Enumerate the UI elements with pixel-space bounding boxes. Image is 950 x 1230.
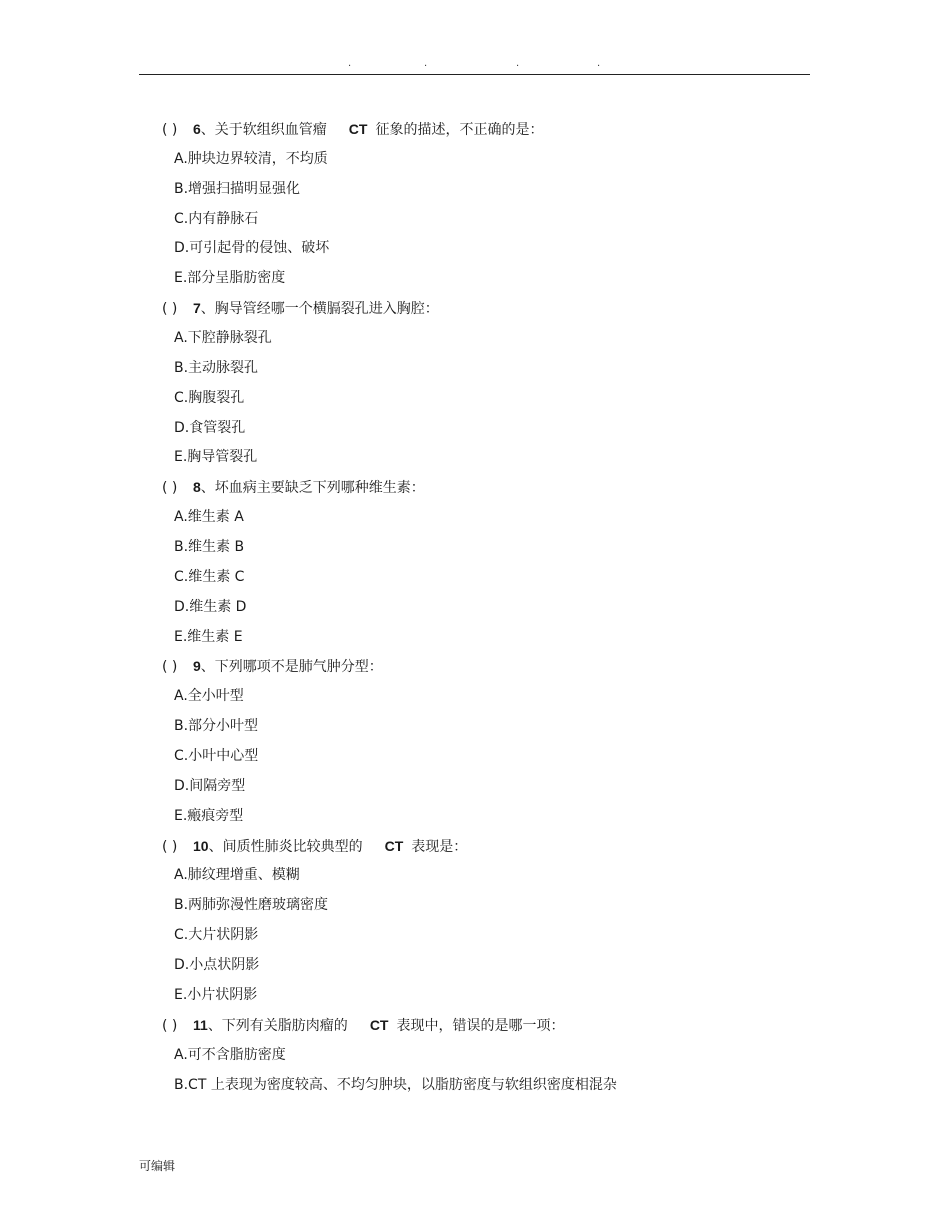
question-text-tail: 表现是：: [411, 838, 468, 855]
question-number: 8: [193, 479, 201, 496]
answer-blank[interactable]: ( ): [162, 122, 178, 138]
question-stem: [0, 652, 950, 682]
option-b[interactable]: B.主动脉裂孔: [174, 359, 259, 376]
option-c[interactable]: C.胸腹裂孔: [174, 389, 245, 406]
footer-editable-note: 可编辑: [139, 1159, 176, 1173]
option-c[interactable]: C.内有静脉石: [174, 210, 259, 227]
answer-blank[interactable]: ( ): [162, 480, 178, 497]
option-d[interactable]: D.间隔旁型: [174, 777, 246, 794]
option-d[interactable]: D.食管裂孔: [174, 419, 246, 436]
question-number: 11: [193, 1016, 208, 1033]
answer-blank[interactable]: ( ): [162, 659, 178, 676]
option-b[interactable]: B.维生素 B: [174, 539, 245, 556]
option-a[interactable]: A.肿块边界较清，不均质: [174, 150, 328, 167]
question-text-tail: 表现中，错误的是哪一项：: [396, 1017, 565, 1034]
question-text: 、关于软组织血管瘤: [200, 122, 327, 138]
question-text: 、间质性肺炎比较典型的: [208, 838, 363, 855]
answer-blank[interactable]: ( ): [162, 301, 178, 318]
option-e[interactable]: E.维生素 E: [174, 628, 243, 645]
option-b[interactable]: B.增强扫描明显强化: [174, 180, 301, 197]
option-c[interactable]: C.大片状阴影: [174, 927, 259, 944]
option-a[interactable]: A.下腔静脉裂孔: [174, 330, 272, 347]
question-number: 9: [193, 658, 201, 675]
question-number: 7: [193, 300, 201, 317]
option-a[interactable]: A.全小叶型: [174, 688, 244, 705]
answer-blank[interactable]: ( ): [162, 1017, 178, 1034]
header-dot: .: [348, 58, 352, 69]
option-a[interactable]: A.可不含脂肪密度: [174, 1046, 286, 1063]
header-dot: .: [424, 58, 428, 69]
answer-blank[interactable]: ( ): [162, 838, 178, 855]
question-stem: [0, 473, 950, 503]
question-text-tail: 征象的描述，不正确的是：: [375, 122, 544, 138]
header-dot: .: [597, 58, 601, 69]
header-dots: [0, 58, 950, 72]
question-ct: CT: [369, 1016, 389, 1033]
question-text: 、下列哪项不是肺气肿分型：: [200, 659, 383, 676]
question-stem: [0, 115, 950, 145]
option-e[interactable]: E.部分呈脂肪密度: [174, 270, 286, 287]
option-d[interactable]: D.可引起骨的侵蚀、破坏: [174, 240, 330, 257]
option-b[interactable]: B.两肺弥漫性磨玻璃密度: [174, 897, 329, 914]
question-text: 、坏血病主要缺乏下列哪种维生素：: [200, 480, 425, 497]
question-ct: CT: [348, 121, 368, 137]
header-dot: .: [516, 58, 520, 69]
option-a[interactable]: A.维生素 A: [174, 509, 244, 526]
header-rule: [139, 74, 810, 75]
question-stem: [0, 1011, 950, 1041]
option-b[interactable]: B.CT 上表现为密度较高、不均匀肿块，以脂肪密度与软组织密度相混杂: [174, 1076, 617, 1093]
question-ct: CT: [384, 837, 404, 854]
option-e[interactable]: E.胸导管裂孔: [174, 449, 258, 466]
option-c[interactable]: C.维生素 C: [174, 568, 245, 585]
question-number: 10: [193, 837, 209, 854]
option-a[interactable]: A.肺纹理增重、模糊: [174, 867, 300, 884]
option-e[interactable]: E.小片状阴影: [174, 986, 258, 1003]
option-e[interactable]: E.瘢痕旁型: [174, 807, 244, 824]
question-stem: [0, 294, 950, 324]
option-d[interactable]: D.小点状阴影: [174, 957, 260, 974]
question-text: 、下列有关脂肪肉瘤的: [207, 1017, 348, 1034]
option-c[interactable]: C.小叶中心型: [174, 748, 259, 765]
question-stem: [0, 832, 950, 862]
option-b[interactable]: B.部分小叶型: [174, 718, 259, 735]
option-d[interactable]: D.维生素 D: [174, 598, 247, 615]
question-number: 6: [193, 121, 201, 137]
question-text: 、胸导管经哪一个横膈裂孔进入胸腔：: [200, 301, 439, 318]
question-list: [0, 115, 950, 1100]
